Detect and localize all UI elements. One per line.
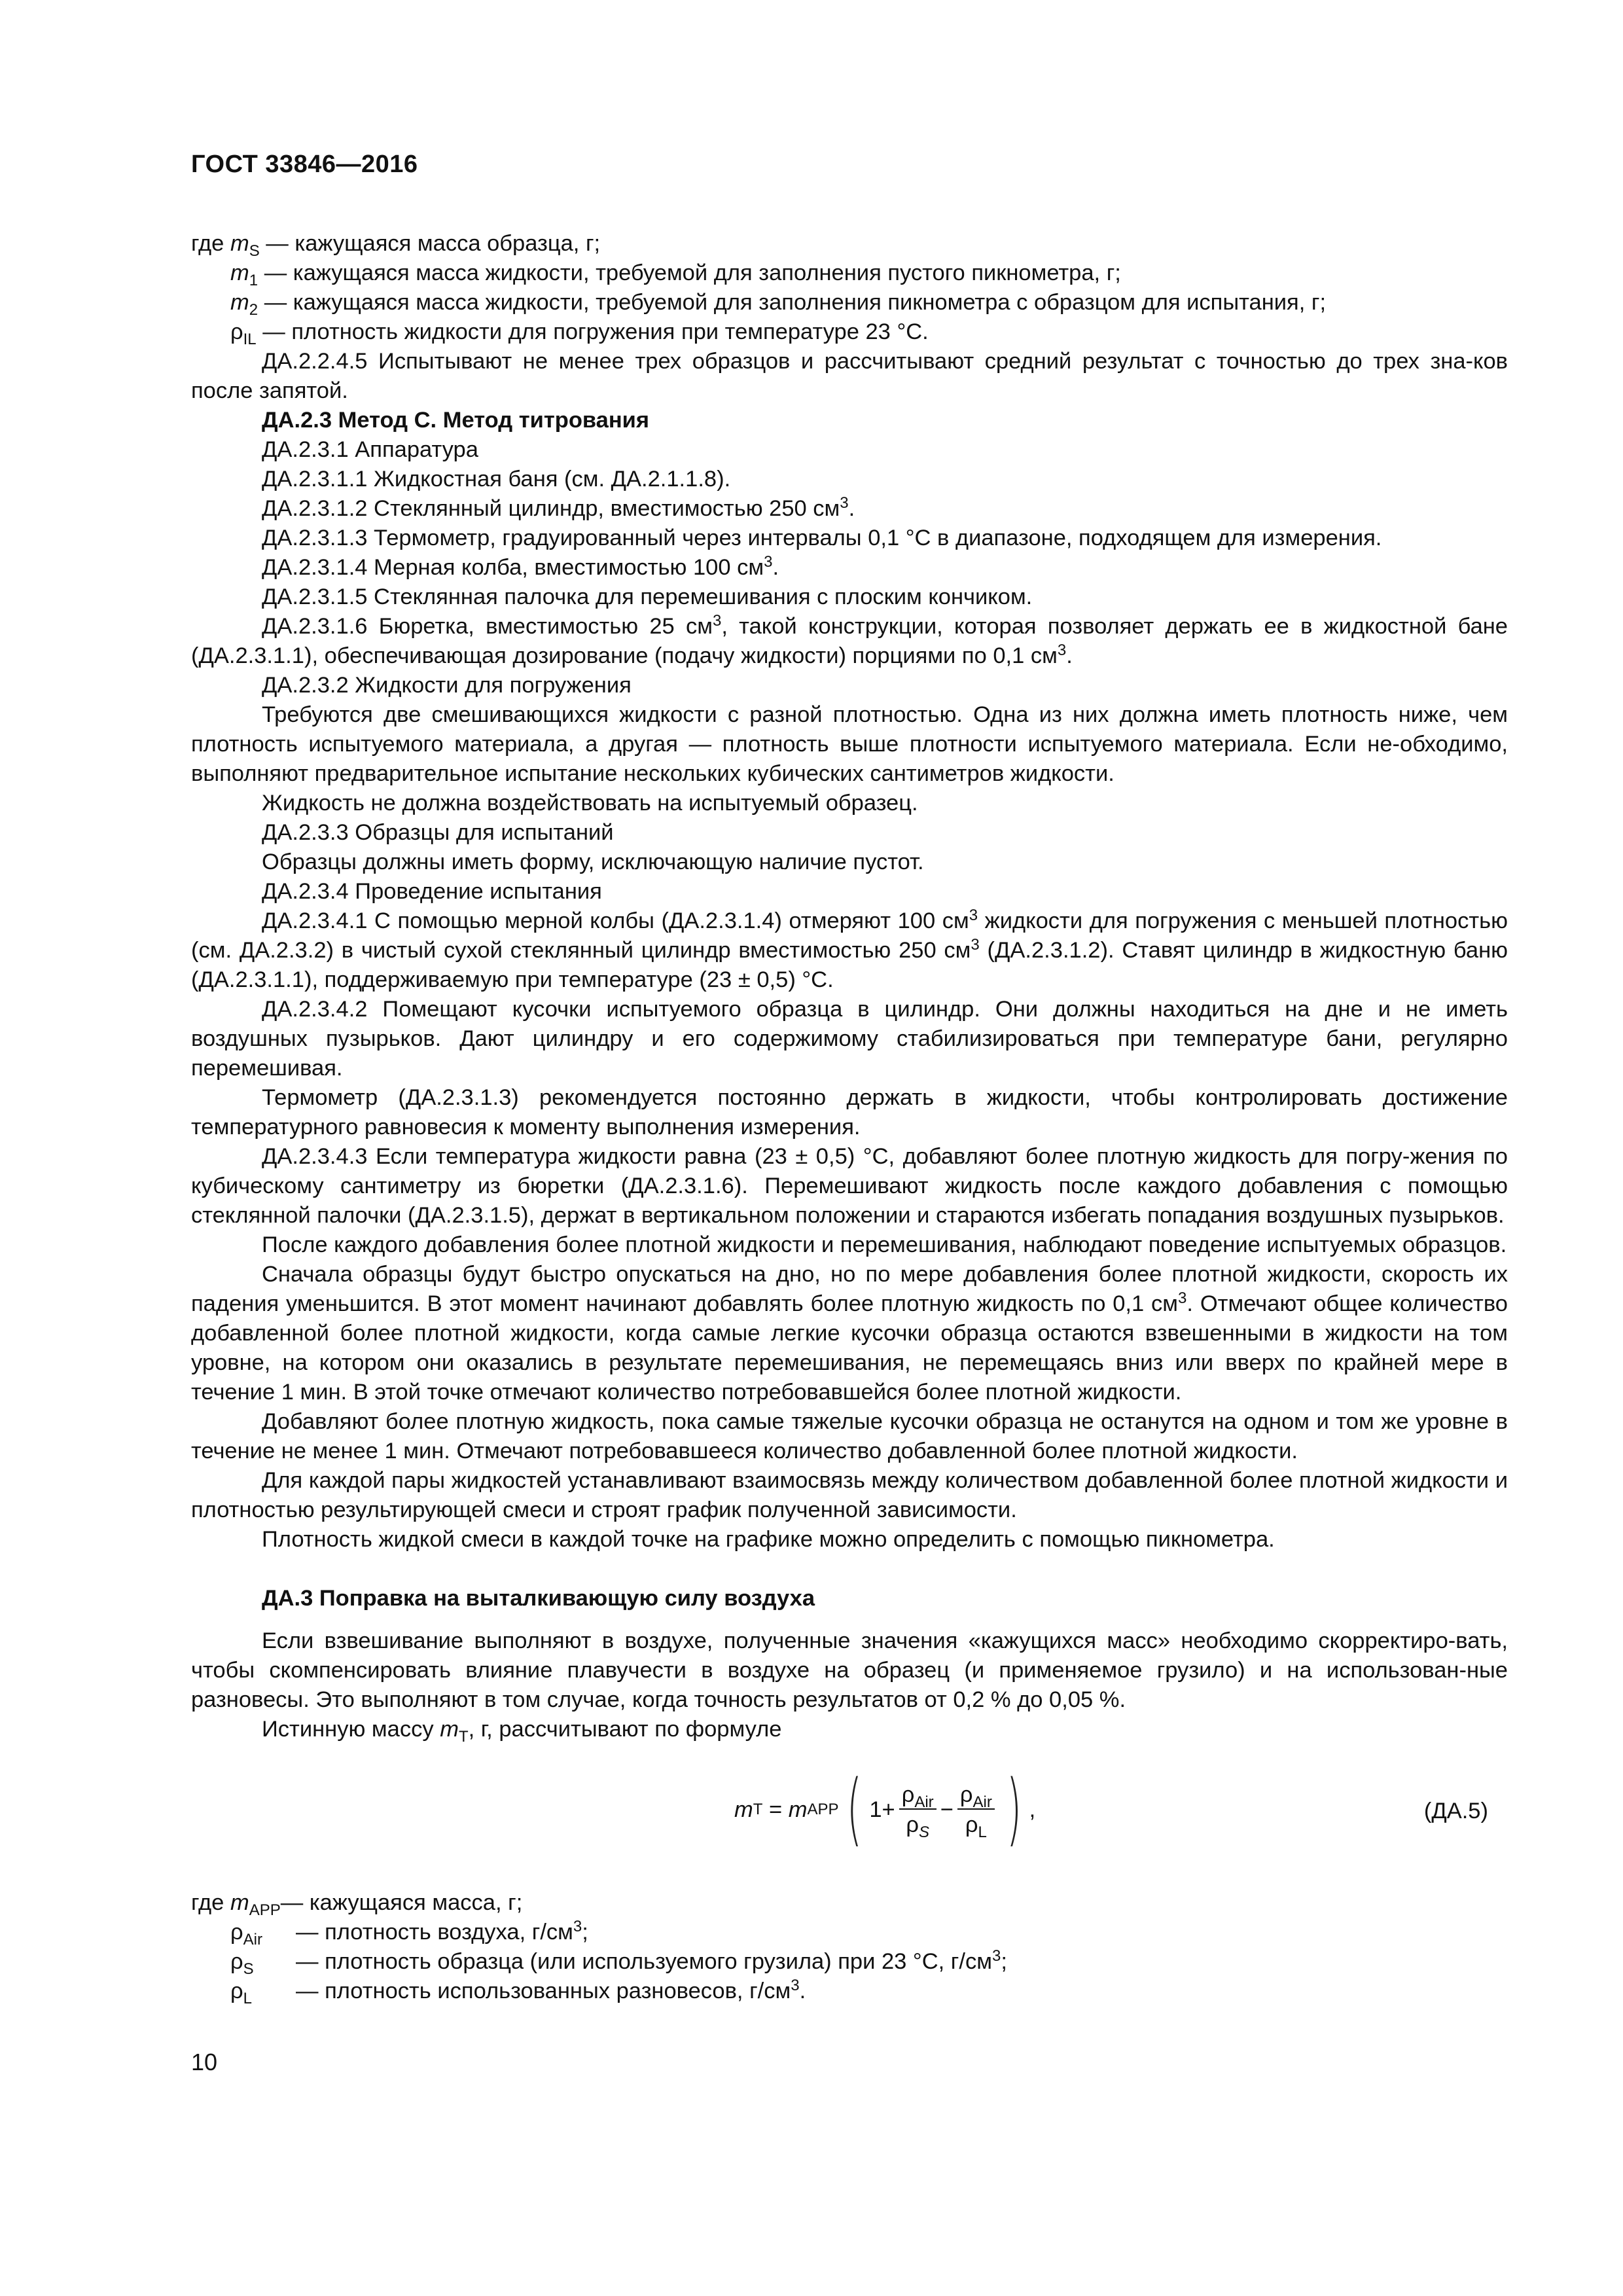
document-page [191, 0, 1508, 2296]
paragraph: Для каждой пары жидкостей устанавливают взаимосвязь между количеством добавленной более плотной жидкости и плотностью результирующей смеси и строят график полученной зависимости. [191, 1468, 1508, 1522]
paragraph: ДА.2.3.1.6 Бюретка, вместимостью 25 $см^3$, такой конструкции, которая позволяет держать ее в жидкостной бане (ДА.2.3.1.1), обеспечивающая дозирование (подачу жидкости) порциями по 0,1 $см^3$. [191, 612, 1508, 668]
paragraph: ДА.2.3.4.3 Если температура жидкости равна (23 ± 0,5) °С, добавляют более плотную жидкость для погру-жения по кубическому сантиметру из бюретки (ДА.2.3.1.6). Перемешивают жидкость после каждого добавления с помощью стеклянной палочки (ДА.2.3.1.5), держат в вертикальном положении и стараются избегать попадания воздушных пузырьков. [191, 1144, 1508, 1228]
equation-number: (ДА.5) [1423, 1799, 1488, 1823]
paragraph: ДА.2.3.2 Жидкости для погружения [262, 673, 632, 698]
left-paren: ( [846, 1764, 862, 1855]
page-number: 10 [191, 2049, 218, 2075]
paragraph: ДА.2.3.1.1 Жидкостная баня (см. ДА.2.1.1.8). [262, 467, 731, 492]
paragraph: ДА.2.3.1.2 Стеклянный цилиндр, вместимостью 250 $см^3$. [262, 494, 855, 521]
paragraph: ДА.2.3.1.3 Термометр, градуированный через интервалы 0,1 °С в диапазоне, подходящем для измерения. [262, 526, 1382, 550]
definition-row: где $m_S$ — кажущаяся масса образца, г; [191, 231, 601, 260]
definition-row: $m_2$ — кажущаяся масса жидкости, требуемой для заполнения пикнометра с образцом для испытания, г; [230, 290, 1327, 319]
paragraph: ДА.2.3.4.1 С помощью мерной колбы (ДА.2.3.1.4) отмеряют 100 $см^3$ жидкости для погружения с меньшей плотностью (см. ДА.2.3.2) в чистый сухой стеклянный цилиндр вместимостью 250 $см^3$ (ДА.2.3.1.2). Ставят цилиндр в жидкостную баню (ДА.2.3.1.1), поддерживаемую при температуре (23 ± 0,5) °С. [191, 906, 1508, 992]
definition-row: $\rho_{Air}$ — плотность воздуха, $г/см^3$; [230, 1918, 588, 1948]
paragraph: ДА.2.3.1.4 Мерная колба, вместимостью 100 $см^3$. [262, 553, 779, 580]
paragraph: Истинную массу $m_T$, г, рассчитывают по формуле [262, 1717, 782, 1746]
paragraph: Термометр (ДА.2.3.1.3) рекомендуется постоянно держать в жидкости, чтобы контролировать достижение температурного равновесия к моменту выполнения измерения. [191, 1085, 1508, 1139]
definition-row: $\rho_L$ — плотность использованных разновесов, $г/см^3$. [230, 1977, 806, 2007]
formula-da5 [191, 1757, 1508, 1875]
page-content [191, 229, 1508, 2006]
paragraph: ДА.2.3.1 Аппаратура [262, 437, 478, 462]
paragraph: ДА.2.3.3 Образцы для испытаний [262, 820, 614, 845]
document-code-header: ГОСТ 33846—2016 [191, 151, 418, 178]
paragraph: ДА.2.3.1.5 Стеклянная палочка для перемешивания с плоским кончиком. [262, 584, 1033, 609]
definition-row: $\rho_S$ — плотность образца (или используемого грузила) при 23 °С, $г/см^3$; [230, 1947, 1007, 1978]
section-heading: ДА.2.3 Метод С. Метод титрования [262, 408, 650, 433]
definition-row: $m_1$ — кажущаяся масса жидкости, требуемой для заполнения пустого пикнометра, г; [230, 260, 1121, 289]
section-heading: ДА.3 Поправка на выталкивающую силу воздуха [262, 1586, 815, 1611]
paragraph: ДА.2.2.4.5 Испытывают не менее трех образцов и рассчитывают средний результат с точностью до трех зна-ков после запятой. [191, 349, 1508, 403]
paragraph: Добавляют более плотную жидкость, пока самые тяжелые кусочки образца не останутся на одном и том же уровне в течение не менее 1 мин. Отмечают потребовавшееся количество добавленной более плотной жидкости. [191, 1409, 1508, 1463]
paragraph: После каждого добавления более плотной жидкости и перемешивания, наблюдают поведение испытуемых образцов. [262, 1232, 1507, 1257]
formula-expression: m T = m APP ( 1+ $\frac{\rho_{Air}}{\rho_S}$ − $\frac{\rho_{Air}}{\rho_L}$ ) , [734, 1764, 1036, 1855]
paragraph: Сначала образцы будут быстро опускаться на дно, но по мере добавления более плотной жидкости, скорость их падения уменьшится. В этот момент начинают добавлять более плотную жидкость по 0,1 $см^3$. Отмечают общее количество добавленной более плотной жидкости, когда самые легкие кусочки образца остаются взвешенными в жидкости на том уровне, на котором они оказались в результате перемешивания, не перемещаясь вниз или вверх по крайней мере в течение 1 мин. В этой точке отмечают количество потребовавшейся более плотной жидкости. [191, 1262, 1508, 1405]
paragraph: Требуются две смешивающихся жидкости с разной плотностью. Одна из них должна иметь плотность ниже, чем плотность испытуемого материала, а другая — плотность выше плотности испытуемого материала. Если не-обходимо, выполняют предварительное испытание нескольких кубических сантиметров жидкости. [191, 702, 1508, 786]
paragraph: Образцы должны иметь форму, исключающую наличие пустот. [262, 850, 924, 874]
definitions-list [191, 229, 1508, 347]
definitions-list [191, 1888, 1508, 2006]
definition-row: где $m_{APP}—$ кажущаяся масса, г; [191, 1890, 523, 1919]
right-paren: ) [1006, 1764, 1022, 1855]
fraction: $\frac{\rho_{Air}}{\rho_S}$ [899, 1782, 936, 1837]
definition-row: $\rho_{IL}$ — плотность жидкости для погружения при температуре 23 °С. [230, 319, 929, 348]
fraction: $\frac{\rho_{Air}}{\rho_L}$ [957, 1782, 995, 1837]
paragraph: Жидкость не должна воздействовать на испытуемый образец. [262, 791, 918, 816]
paragraph: Если взвешивание выполняют в воздухе, полученные значения «кажущихся масс» необходимо скорректиро-вать, чтобы скомпенсировать влияние плавучести в воздухе на образец (и применяемое грузило) и на использован-ные разновесы. Это выполняют в том случае, когда точность результатов от 0,2 % до 0,05 %. [191, 1628, 1508, 1712]
paragraph: Плотность жидкой смеси в каждой точке на графике можно определить с помощью пикнометра. [262, 1527, 1275, 1552]
paragraph: ДА.2.3.4.2 Помещают кусочки испытуемого образца в цилиндр. Они должны находиться на дне и не иметь воздушных пузырьков. Дают цилиндру и его содержимому стабилизироваться при температуре бани, регулярно перемешивая. [191, 997, 1508, 1081]
paragraph: ДА.2.3.4 Проведение испытания [262, 879, 602, 904]
